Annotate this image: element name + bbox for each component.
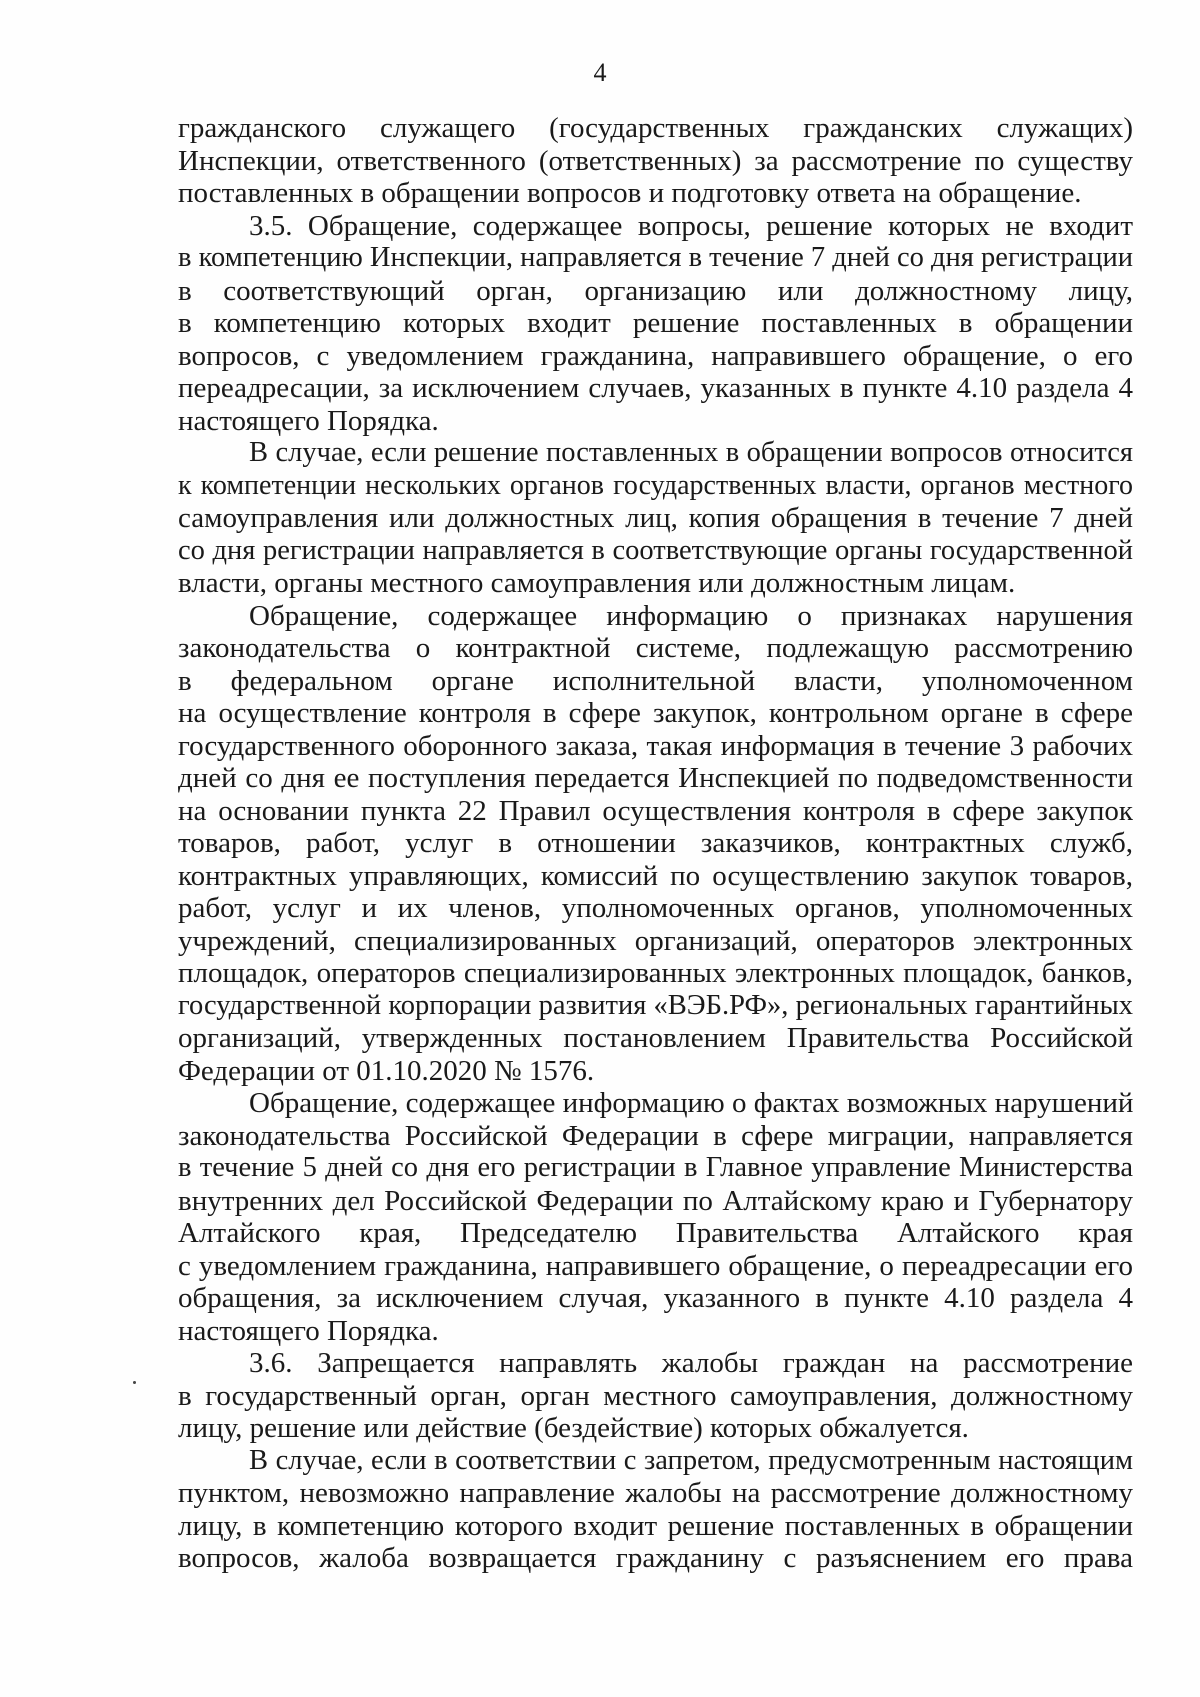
- text-line: гражданского служащего (государственных гражданских служащих): [178, 112, 1133, 144]
- text-line: в соответствующий орган, организацию или должностному лицу,: [178, 274, 1133, 307]
- text-line: настоящего Порядка.: [178, 404, 439, 437]
- text-line: законодательства о контрактной системе, подлежащую рассмотрению: [178, 632, 1133, 664]
- text-line: государственного оборонного заказа, такая информация в течение 3 рабочих: [178, 729, 1133, 762]
- text-line: Алтайского края, Председателю Правительства Алтайского края: [178, 1217, 1133, 1249]
- text-line: Федерации от 01.10.2020 № 1576.: [178, 1054, 595, 1087]
- text-line: власти, органы местного самоуправления или должностным лицам.: [178, 567, 1016, 599]
- text-line: В случае, если в соответствии с запретом, предусмотренным настоящим: [249, 1444, 1133, 1476]
- text-line: в федеральном органе исполнительной власти, уполномоченном: [178, 664, 1133, 697]
- text-line: В случае, если решение поставленных в обращении вопросов относится: [249, 437, 1133, 468]
- text-line: внутренних дел Российской Федерации по Алтайскому краю и Губернатору: [178, 1184, 1133, 1217]
- text-line: учреждений, специализированных организаций, операторов электронных: [178, 924, 1133, 957]
- text-line: в государственный орган, орган местного самоуправления, должностному: [178, 1379, 1133, 1412]
- text-line: работ, услуг и их членов, уполномоченных органов, уполномоченных: [178, 892, 1133, 924]
- text-line: законодательства Российской Федерации в сфере миграции, направляется: [178, 1119, 1133, 1152]
- text-line: товаров, работ, услуг в отношении заказчиков, контрактных служб,: [178, 827, 1133, 859]
- text-line: Обращение, содержащее информацию о признаках нарушения: [249, 599, 1133, 632]
- text-line: 3.6. Запрещается направлять жалобы граждан на рассмотрение: [249, 1347, 1133, 1379]
- text-line: переадресации, за исключением случаев, указанных в пункте 4.10 раздела 4: [178, 372, 1133, 404]
- text-line: в компетенцию которых входит решение поставленных в обращении: [178, 307, 1133, 339]
- text-line: 3.5. Обращение, содержащее вопросы, решение которых не входит: [249, 209, 1133, 242]
- text-line: вопросов, жалоба возвращается гражданину с разъяснением его права: [178, 1542, 1133, 1574]
- text-line: в течение 5 дней со дня его регистрации в Главное управление Министерства: [178, 1152, 1133, 1183]
- text-line: контрактных управляющих, комиссий по осуществлению закупок товаров,: [178, 859, 1133, 892]
- text-line: обращения, за исключением случая, указанного в пункте 4.10 раздела 4: [178, 1282, 1133, 1314]
- text-line: настоящего Порядка.: [178, 1314, 439, 1347]
- text-line: Инспекции, ответственного (ответственных) за рассмотрение по существу: [178, 144, 1133, 177]
- text-line: организаций, утвержденных постановлением Правительства Российской: [178, 1022, 1133, 1054]
- text-line: пунктом, невозможно направление жалобы на рассмотрение должностному: [178, 1477, 1133, 1509]
- text-line: с уведомлением гражданина, направившего обращение, о переадресации его: [178, 1249, 1133, 1282]
- text-line: поставленных в обращении вопросов и подготовку ответа на обращение.: [178, 177, 1082, 209]
- text-line: к компетенции нескольких органов государственных власти, органов местного: [178, 469, 1133, 501]
- text-line: в компетенцию Инспекции, направляется в течение 7 дней со дня регистрации: [178, 242, 1133, 273]
- text-line: лицу, в компетенцию которого входит решение поставленных в обращении: [178, 1509, 1133, 1542]
- text-line: самоуправления или должностных лиц, копия обращения в течение 7 дней: [178, 502, 1133, 534]
- text-line: со дня регистрации направляется в соответствующие органы государственной: [178, 534, 1133, 566]
- text-line: лицу, решение или действие (бездействие) которых обжалуется.: [178, 1412, 969, 1444]
- page-number: 4: [593, 58, 607, 87]
- text-line: государственной корпорации развития «ВЭБ.РФ», региональных гарантийных: [178, 989, 1133, 1021]
- text-line: площадок, операторов специализированных электронных площадок, банков,: [178, 957, 1133, 989]
- text-line: дней со дня ее поступления передается Инспекцией по подведомственности: [178, 762, 1133, 794]
- text-line: на осуществление контроля в сфере закупок, контрольном органе в сфере: [178, 697, 1133, 729]
- text-line: вопросов, с уведомлением гражданина, направившего обращение, о его: [178, 339, 1133, 372]
- text-line: Обращение, содержащее информацию о фактах возможных нарушений: [249, 1087, 1133, 1119]
- text-line: на основании пункта 22 Правил осуществления контроля в сфере закупок: [178, 794, 1133, 827]
- document-body: [178, 112, 1133, 1575]
- scan-speck: [133, 1381, 136, 1384]
